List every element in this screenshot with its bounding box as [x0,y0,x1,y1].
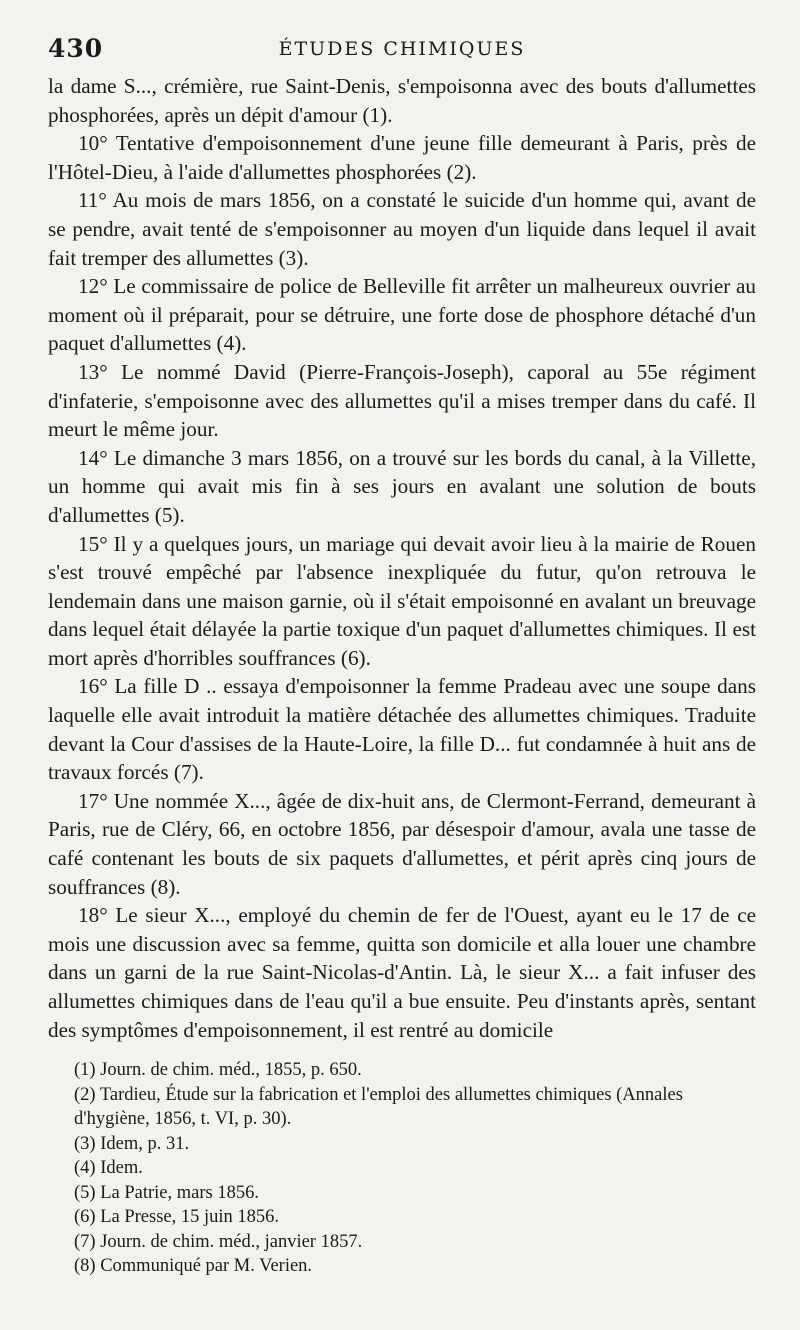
footnote: (4) Idem. [74,1158,143,1179]
paragraph: 17° Une nommée X..., âgée de dix-huit ans, de Clermont-Ferrand, demeurant à Paris, rue de Cléry, 66, en octobre 1856, par désespoir d'amour, avala une tasse de café contenant les bouts de six paquets d'allumettes, et périt après cinq jours de souffrances (8). [48,788,756,899]
footnote: (3) Idem, p. 31. [74,1133,190,1154]
page-header [48,28,756,72]
running-title: ÉTUDES CHIMIQUES [278,38,526,60]
paragraph: 15° Il y a quelques jours, un mariage qui devait avoir lieu à la mairie de Rouen s'est trouvé empêché par l'absence inexpliquée du futur, qu'on retrouva le lendemain dans une maison garnie, où il s'était empoisonné en avalant un breuvage dans lequel était délayée la partie toxique d'un paquet d'allumettes chimiques. Il est mort après d'horribles souffrances (6). [48,531,756,670]
paragraph: 11° Au mois de mars 1856, on a constaté le suicide d'un homme qui, avant de se pendre, avait tenté de s'empoisonner au moyen d'un liquide dans lequel il avait fait tremper des allumettes (3). [48,188,756,270]
paragraph: 16° La fille D .. essaya d'empoisonner la femme Pradeau avec une soupe dans laquelle elle avait introduit la matière détachée des allumettes chimiques. Traduite devant la Cour d'assises de la Haute-Loire, la fille D... fut condamnée à huit ans de travaux forcés (7). [48,674,756,785]
footnote: (8) Communiqué par M. Verien. [74,1256,313,1277]
paragraph: 18° Le sieur X..., employé du chemin de fer de l'Ouest, ayant eu le 17 de ce mois une discussion avec sa femme, quitta son domicile et alla louer une chambre dans un garni de la rue Saint-Nicolas-d'Antin. Là, le sieur X... a fait infuser des allumettes chimiques dans de l'eau qu'il a bue ensuite. Peu d'instants après, sentant des symptômes d'empoisonnement, il est rentré au domicile [48,903,756,1042]
page-number: 430 [48,34,104,63]
footnote: (2) Tardieu, Étude sur la fabrication et l'emploi des allumettes chimiques (Annales d'hygiène, 1856, t. VI, p. 30). [74,1084,683,1130]
footnote: (6) La Presse, 15 juin 1856. [74,1207,280,1228]
paragraph: 13° Le nommé David (Pierre-François-Joseph), caporal au 55e régiment d'infaterie, s'empoisonne avec des allumettes qu'il a mises tremper dans du café. Il meurt le même jour. [48,359,756,442]
paragraph: 14° Le dimanche 3 mars 1856, on a trouvé sur les bords du canal, à la Villette, un homme qui avait mis fin à ses jours en avalant une solution de bouts d'allumettes (5). [48,445,756,527]
paragraph: 10° Tentative d'empoisonnement d'une jeune fille demeurant à Paris, près de l'Hôtel-Dieu, à l'aide d'allumettes phosphorées (2). [48,131,756,184]
paragraph: 12° Le commissaire de police de Belleville fit arrêter un malheureux ouvrier au moment où il préparait, pour se détruire, une forte dose de phosphore détaché d'un paquet d'allumettes (4). [48,274,756,356]
footnote: (5) La Patrie, mars 1856. [74,1182,259,1203]
footnote: (7) Journ. de chim. méd., janvier 1857. [74,1231,363,1252]
footnote: (1) Journ. de chim. méd., 1855, p. 650. [74,1060,362,1081]
body-text [48,72,756,1044]
footnotes [48,1058,756,1279]
paragraph: la dame S..., crémière, rue Saint-Denis, s'empoisonna avec des bouts d'allumettes phosphorées, après un dépit d'amour (1). [48,74,756,127]
